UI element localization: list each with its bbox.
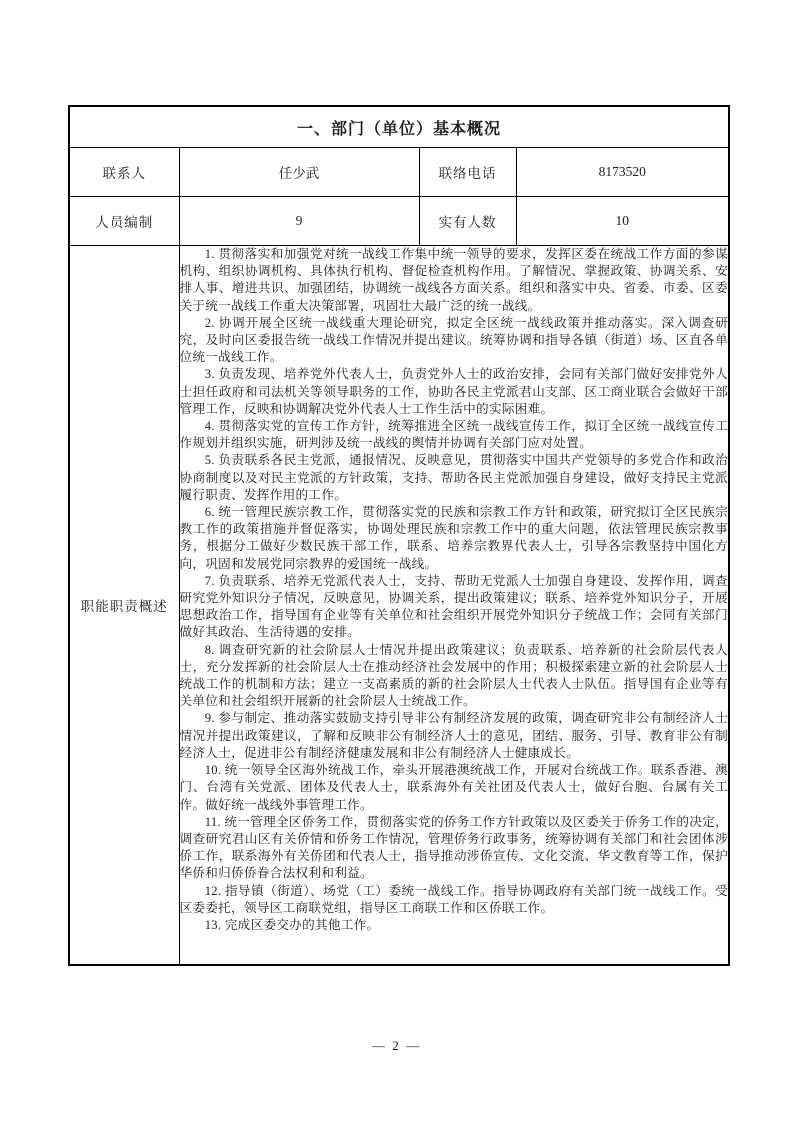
duty-item-7: 7. 负责联系、培养无党派代表人士，支持、帮助无党派人士加强自身建设、发挥作用，调查研究党外知识分子情况，反映意见，协调关系，提出政策建议；联系、培养党外知识分子，开展思想政治工作，指导国有企业等有关单位和社会组织开展党外知识分子统战工作；会同有关部门做好其政治、生活待遇的安排。 (179, 573, 729, 640)
duties-row (69, 246, 729, 966)
duties-content (179, 246, 729, 966)
duty-item-2: 2. 协调开展全区统一战线重大理论研究，拟定全区统一战线政策并推动落实。深入调查研究，及时向区委报告统一战线工作情况并提出建议。统筹协调和指导各镇（街道）场、区直各单位统一战线工作。 (179, 315, 729, 365)
duty-item-8: 8. 调查研究新的社会阶层人士情况并提出政策建议；负责联系、培养新的社会阶层代表人士，充分发挥新的社会阶层人士在推动经济社会发展中的作用；积极探索建立新的社会阶层人士统战工作的机制和方法；建立一支高素质的新的社会阶层人士代表人士队伍。指导国有企业等有关单位和社会组织开展新的社会阶层人士统战工作。 (179, 642, 729, 709)
actual-headcount-value: 10 (516, 197, 729, 246)
duty-item-4: 4. 贯彻落实党的宣传工作方针，统筹推进全区统一战线宣传工作，拟订全区统一战线宣传工作规划并组织实施，研判涉及统一战线的舆情并协调有关部门应对处置。 (179, 419, 729, 451)
phone-label: 联络电话 (419, 148, 516, 197)
duty-item-13: 13. 完成区委交办的其他工作。 (204, 917, 380, 932)
duty-item-12: 12. 指导镇（街道）、场党（工）委统一战线工作。指导协调政府有关部门统一战线工作。受区委委托，领导区工商联党组，指导区工商联工作和区侨联工作。 (179, 883, 729, 915)
duty-item-3: 3. 负责发现、培养党外代表人士，负责党外人士的政治安排，会同有关部门做好安排党外人士担任政府和司法机关等领导职务的工作，协助各民主党派君山支部、区工商业联合会做好干部管理工作，反映和协调解决党外代表人士工作生活中的实际困难。 (179, 367, 729, 416)
duty-item-6: 6. 统一管理民族宗教工作，贯彻落实党的民族和宗教工作方针和政策，研究拟订全区民族宗教工作的政策措施并督促落实，协调处理民族和宗教工作中的重大问题，依法管理民族宗教事务，根据分工做好少数民族干部工作，联系、培养宗教界代表人士，引导各宗教坚持中国化方向，巩固和发展党同宗教界的爱国统一战线。 (179, 505, 729, 571)
table-title: 一、部门（单位）基本概况 (69, 106, 729, 148)
staffing-row (69, 197, 729, 246)
duty-item-11: 11. 统一管理全区侨务工作，贯彻落实党的侨务工作方针政策以及区委关于侨务工作的决定，调查研究君山区有关侨情和侨务工作情况，管理侨务行政事务，统筹协调有关部门和社会团体涉侨工作，联系海外有关侨团和代表人士，指导推动涉侨宣传、文化交流、华文教育等工作，保护华侨和归侨侨眷合法权利和利益。 (179, 814, 729, 881)
table-title-row (69, 106, 729, 148)
duties-label: 职能职责概述 (69, 246, 179, 966)
duty-item-1: 1. 贯彻落实和加强党对统一战线工作集中统一领导的要求，发挥区委在统战工作方面的参谋机构、组织协调机构、具体执行机构、督促检查机构作用。了解情况、掌握政策、协调关系、安排人事、增进共识、加强团结，协调统一战线各方面关系。组织和落实中央、省委、市委、区委关于统一战线工作重大决策部署，巩固壮大最广泛的统一战线。 (179, 247, 729, 313)
duty-item-9: 9. 参与制定、推动落实鼓励支持引导非公有制经济发展的政策，调查研究非公有制经济人士情况并提出政策建议，了解和反映非公有制经济人士的意见，团结、服务、引导、教育非公有制经济人士，促进非公有制经济健康发展和非公有制经济人士健康成长。 (179, 711, 729, 760)
contact-row (69, 148, 729, 197)
page-number: — 2 — (372, 1038, 421, 1053)
actual-headcount-label: 实有人数 (419, 197, 516, 246)
duty-item-10: 10. 统一领导全区海外统战工作，牵头开展港澳统战工作，开展对台统战工作。联系香港、澳门、台湾有关党派、团体及代表人士，联系海外有关社团及代表人士，做好台胞、台属有关工作。做好统一战线外事管理工作。 (179, 763, 729, 812)
staffing-value: 9 (179, 197, 419, 246)
basic-info-table (68, 105, 730, 966)
contact-value: 任少武 (179, 148, 419, 197)
duty-item-5: 5. 负责联系各民主党派，通报情况、反映意见，贯彻落实中国共产党领导的多党合作和政治协商制度以及对民主党派的方针政策，支持、帮助各民主党派加强自身建设，做好支持民主党派履行职责、发挥作用的工作。 (179, 453, 729, 502)
contact-label: 联系人 (69, 148, 179, 197)
phone-value: 8173520 (516, 148, 729, 197)
staffing-label: 人员编制 (69, 197, 179, 246)
